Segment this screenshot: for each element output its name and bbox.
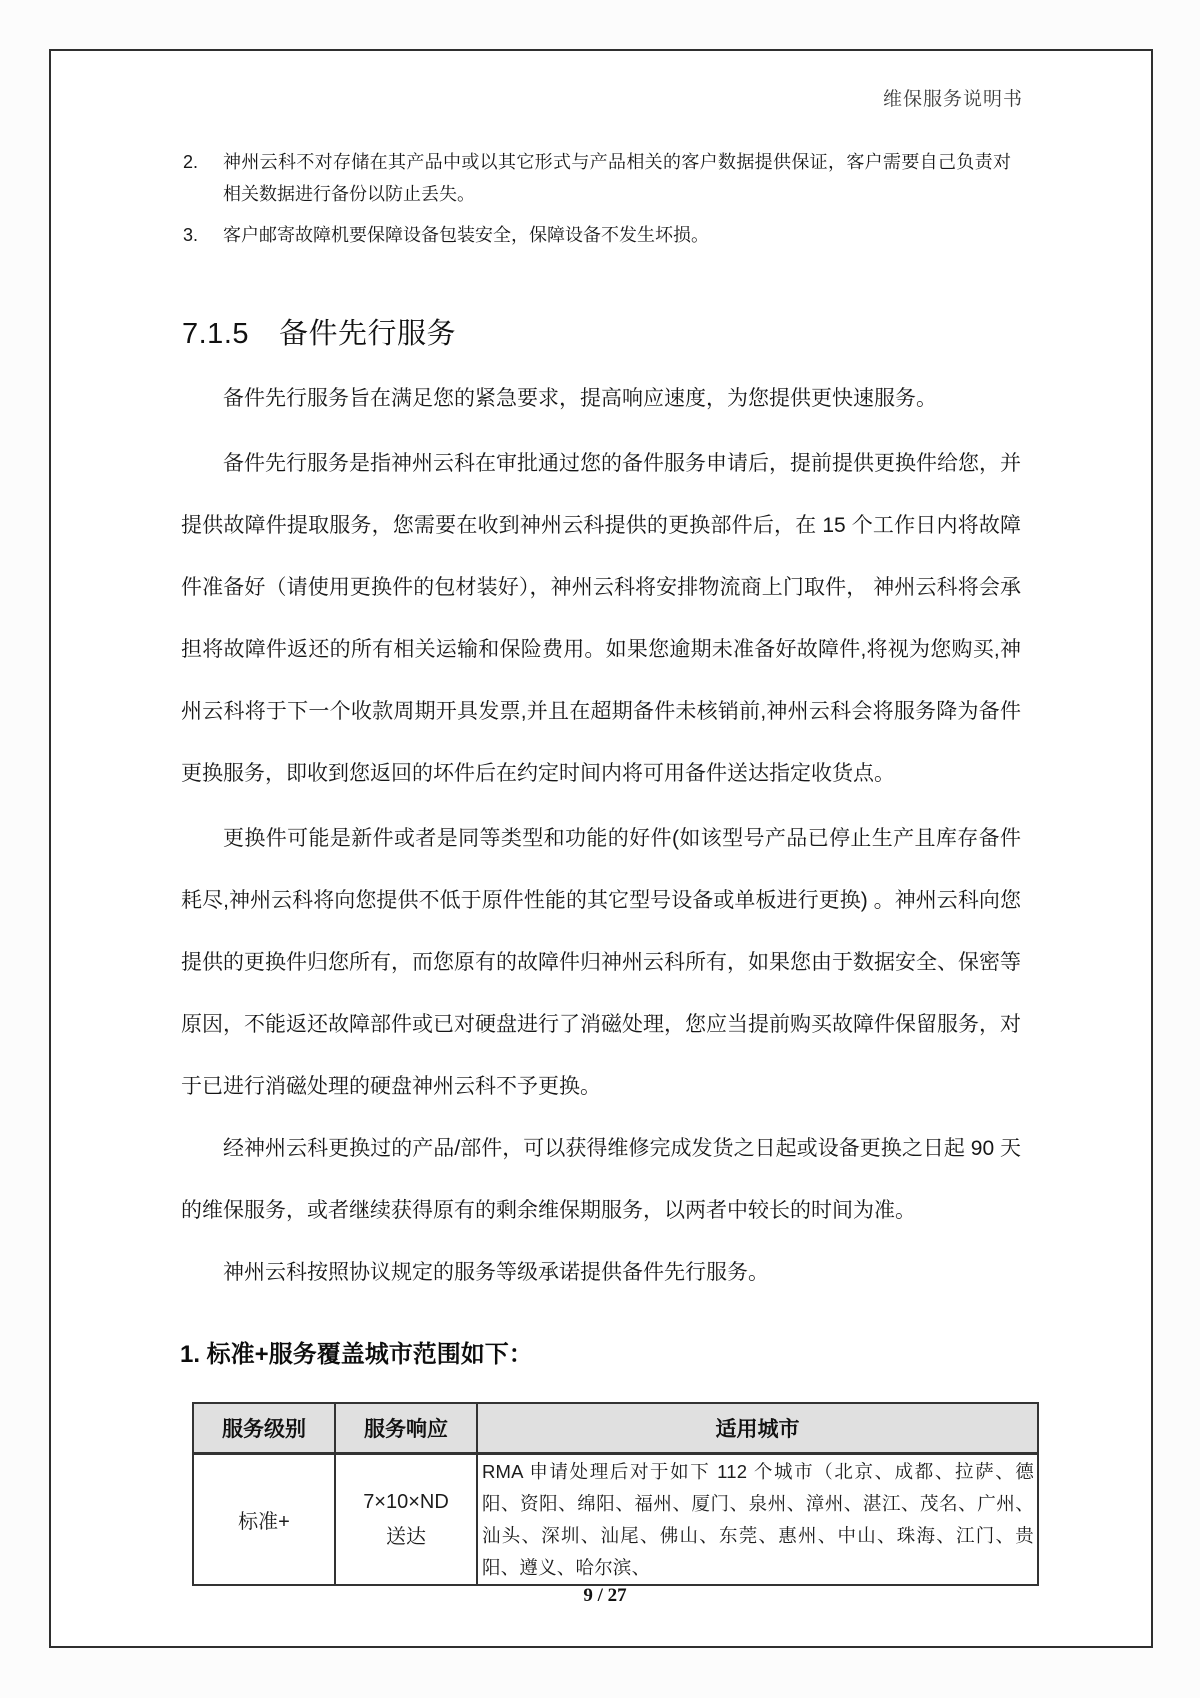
page-footer <box>0 1585 1200 1607</box>
list-item-text: 客户邮寄故障机要保障设备包装安全，保障设备不发生坏损。 <box>223 225 709 245</box>
document-header-title: 维保服务说明书 <box>882 89 1023 110</box>
body-paragraph: 备件先行服务是指神州云科在审批通过您的备件服务申请后，提前提供更换件给您，并提供故障件提取服务，您需要在收到神州云科提供的更换部件后，在 15 个工作日内将故障件准备好（请使用更换件的包材装好），神州云科将安排物流商上门取件， 神州云科将会承担将故障件返还的所有相关运输和保险费用。如果您逾期未准备好故障件,将视为您购买,神州云科将于下一个收款周期开具发票,并且在超期备件未核销前,神州云科会将服务降为备件更换服务，即收到您返回的坏件后在约定时间内将可用备件送达指定收货点。 <box>181 452 1021 785</box>
section-heading <box>182 311 456 352</box>
body-paragraph: 神州云科按照协议规定的服务等级承诺提供备件先行服务。 <box>223 1261 769 1284</box>
list-item-number: 3. <box>183 225 199 245</box>
list-item <box>183 219 1025 251</box>
response-line: 7×10×ND <box>363 1490 449 1513</box>
body-paragraph: 经神州云科更换过的产品/部件，可以获得维修完成发货之日起或设备更换之日起 90 天的维保服务，或者继续获得原有的剩余维保期服务，以两者中较长的时间为准。 <box>181 1137 1021 1222</box>
service-coverage-table <box>192 1402 1039 1586</box>
list-item-text: 神州云科不对存储在其产品中或以其它形式与产品相关的客户数据提供保证，客户需要自己负责对相关数据进行备份以防止丢失。 <box>223 152 1011 204</box>
table-row <box>193 1454 1038 1586</box>
response-line: 送达 <box>386 1525 426 1548</box>
table-header-service-response: 服务响应 <box>335 1403 477 1454</box>
body-paragraph: 更换件可能是新件或者是同等类型和功能的好件(如该型号产品已停止生产且库存备件耗尽,神州云科将向您提供不低于原件性能的其它型号设备或单板进行更换) 。神州云科向您提供的更换件归您所有，而您原有的故障件归神州云科所有，如果您由于数据安全、保密等原因，不能返还故障部件或已对硬盘进行了消磁处理，您应当提前购买故障件保留服务，对于已进行消磁处理的硬盘神州云科不予更换。 <box>181 827 1021 1098</box>
cell-service-response <box>335 1454 477 1586</box>
cell-service-level: 标准+ <box>193 1454 335 1586</box>
section-title: 备件先行服务 <box>279 318 457 350</box>
table-header-applicable-cities: 适用城市 <box>477 1403 1038 1454</box>
section-number: 7.1.5 <box>182 318 249 350</box>
list-item-number: 2. <box>183 152 199 172</box>
table-header-service-level: 服务级别 <box>193 1403 335 1454</box>
page-number: 9 / 27 <box>583 1585 627 1606</box>
list-item <box>183 146 1025 210</box>
subsection-heading: 1. 标准+服务覆盖城市范围如下： <box>180 1341 533 1368</box>
body-paragraph: 备件先行服务旨在满足您的紧急要求，提高响应速度，为您提供更快速服务。 <box>223 387 937 410</box>
body-text-block <box>181 368 1021 1304</box>
ordered-list <box>183 146 1025 260</box>
cell-applicable-cities: RMA 申请处理后对于如下 112 个城市（北京、成都、拉萨、德阳、资阳、绵阳、福州、厦门、泉州、漳州、湛江、茂名、广州、汕头、深圳、汕尾、佛山、东莞、惠州、中山、珠海、江门、贵阳、遵义、哈尔滨、 <box>477 1454 1038 1586</box>
table-header-row <box>193 1403 1038 1454</box>
